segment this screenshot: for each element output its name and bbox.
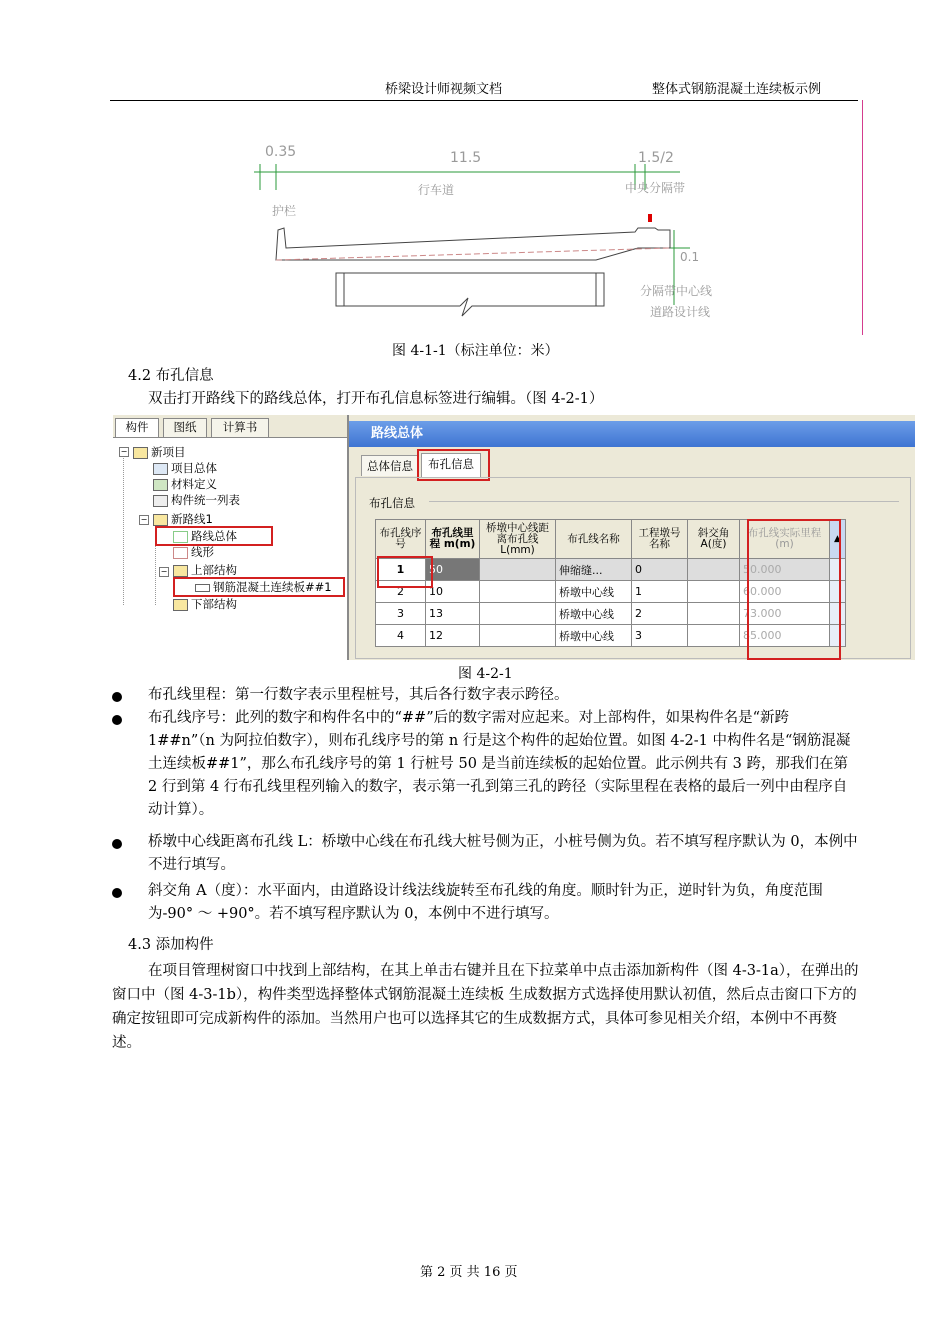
bullet-skew: 斜交角 A（度）：水平面内，由道路设计线法线旋转至布孔线的角度。顺时针为正，逆时针为负，角度范围为-90° ～ +90°。若不填写程序默认为 0，本例中不进行填写。 [148, 883, 823, 922]
dim-right: 1.5/2 [638, 150, 674, 166]
bullet-distance: 桥墩中心线距离布孔线 L：桥墩中心线在布孔线大桩号侧为正，小桩号侧为负。若不填写程序默认为 0，本例中不进行填写。 [148, 834, 858, 873]
cell-angle[interactable] [688, 581, 740, 603]
bullet-mileage: 布孔线里程：第一行数字表示里程桩号，其后各行数字表示跨径。 [148, 687, 569, 703]
label-median: 中央分隔带 [625, 181, 686, 195]
route-overall-panel [349, 415, 915, 660]
tab-calc-book[interactable]: 计算书 [211, 418, 269, 437]
expand-toggle[interactable]: − [120, 447, 128, 456]
bullet-dot [112, 888, 122, 898]
cell-seq[interactable]: 2 [376, 581, 426, 603]
cross-section-figure [240, 130, 865, 340]
section43-para: 在项目管理树窗口中找到上部结构，在其上单击右键并且在下拉菜单中点击添加新构件（图 4-3-1a），在弹出的窗口中（图 4-3-1b），构件类型选择整体式钢筋混凝土连续板 生成数据方式选择使用默认初值，然后点击窗口下方的确定按钮即可完成新构件的添加。当然用户也可以选择其它的生成数据方式，具体可参见相关介绍，本例中不再赘述。 [112, 963, 859, 1051]
col-header: 布孔线序号 [376, 520, 426, 559]
group-rule [429, 501, 899, 502]
cell-angle[interactable] [688, 603, 740, 625]
figure2-caption: 图 4-2-1 [458, 666, 513, 682]
group-label: 布孔信息 [369, 496, 415, 510]
highlight-route-overall [155, 526, 273, 546]
col-header: 布孔线名称 [556, 520, 632, 559]
cell-name[interactable]: 桥墩中心线 [556, 625, 632, 647]
tree-label: 钢筋混凝土连续板##1 [213, 580, 332, 594]
header-rule [110, 100, 858, 101]
label-centerline1: 分隔带中心线 [640, 284, 713, 298]
scroll-up-button[interactable]: ▲ [830, 520, 846, 559]
cell-pier[interactable]: 2 [632, 603, 688, 625]
project-tree-panel [113, 415, 349, 660]
figure1-caption: 图 4-1-1（标注单位：米） [392, 343, 559, 359]
bullet-dot [112, 715, 122, 725]
header-right: 整体式钢筋混凝土连续板示例 [652, 82, 822, 97]
col-header: 桥墩中心线距离布孔线 L(mm) [480, 520, 556, 559]
tree-item-route[interactable] [153, 512, 213, 526]
col-header: 工程墩号名称 [632, 520, 688, 559]
tree-label: 上部结构 [191, 563, 237, 577]
folder-icon [173, 565, 188, 577]
tree-label: 材料定义 [171, 477, 217, 491]
tree-guide [123, 455, 124, 605]
section42-title: 4.2 布孔信息 [128, 368, 214, 384]
tab-overall-info[interactable]: 总体信息 [361, 455, 419, 476]
panel-title: 路线总体 [349, 421, 915, 447]
tree-item-component-list[interactable] [153, 493, 240, 507]
cell-mileage[interactable]: 10 [426, 581, 480, 603]
folder-icon [133, 447, 148, 459]
bullet-dot [112, 692, 122, 702]
cell-seq[interactable]: 3 [376, 603, 426, 625]
col-header: 布孔线里程 m(m) [426, 520, 480, 559]
marker [648, 214, 652, 222]
alignment-icon [173, 547, 188, 559]
material-icon [153, 479, 168, 491]
tree-label: 线形 [191, 545, 214, 559]
cell-seq[interactable]: 1 [376, 559, 426, 581]
tree-item-substructure[interactable] [173, 597, 237, 611]
col-header: 斜交角 A(度) [688, 520, 740, 559]
tree-label: 路线总体 [191, 529, 237, 543]
cell-seq[interactable]: 4 [376, 625, 426, 647]
section42-intro: 双击打开路线下的路线总体，打开布孔信息标签进行编辑。（图 4-2-1） [148, 391, 604, 407]
dim-left: 0.35 [265, 144, 297, 160]
cell-name[interactable]: 桥墩中心线 [556, 581, 632, 603]
expand-toggle[interactable]: − [160, 567, 168, 576]
label-rail: 护栏 [272, 204, 297, 218]
cell-pier[interactable]: 1 [632, 581, 688, 603]
cell-mileage[interactable]: 13 [426, 603, 480, 625]
tree-tabs [113, 415, 347, 438]
bullet-sequence: 布孔线序号：此列的数字和构件名中的“##”后的数字需对应起来。对上部构件，如果构件名是“新跨 1##n”（n 为阿拉伯数字），则布孔线序号的第 n 行是这个构件的起始位置。如图 4-2-1 中构件名是“钢筋混凝土连续板##1”，那么布孔线序号的第 1 行桩号 50 是当前连续板的起始位置。此示例共有 3 跨，那我们在第 2 行到第 4 行布孔线里程列输入的数字，表示第一孔到第三孔的跨径（实际里程在表格的最后一列中由程序自动计算）。 [148, 710, 851, 818]
folder-icon [153, 514, 168, 526]
cell-actual: 60.000 [740, 581, 830, 603]
label-centerline2: 道路设计线 [650, 305, 711, 319]
bullet-dot [112, 839, 122, 849]
page-footer: 第 2 页 共 16 页 [420, 1265, 518, 1280]
dim-small: 0.1 [680, 250, 700, 264]
cell-pier[interactable]: 3 [632, 625, 688, 647]
label-lane: 行车道 [418, 183, 455, 197]
expand-toggle[interactable]: − [140, 515, 148, 524]
cell-mileage[interactable]: 12 [426, 625, 480, 647]
cell-angle[interactable] [688, 625, 740, 647]
tree-item-alignment[interactable] [173, 545, 214, 559]
tree-item-material[interactable] [153, 477, 217, 491]
cell-dist[interactable] [480, 625, 556, 647]
tree-label: 项目总体 [171, 461, 217, 475]
highlight-slab [173, 577, 345, 597]
tree-label: 新项目 [151, 445, 186, 459]
cell-dist[interactable] [480, 581, 556, 603]
cell-pier[interactable]: 0 [632, 559, 688, 581]
cell-dist[interactable] [480, 559, 556, 581]
tree-item-new-project[interactable] [133, 445, 186, 459]
cell-dist[interactable] [480, 603, 556, 625]
highlight-actual-column [747, 519, 841, 660]
folder-icon [173, 599, 188, 611]
dim-mid: 11.5 [450, 150, 482, 166]
cell-actual: 50.000 [740, 559, 830, 581]
tree-label: 新路线1 [171, 512, 213, 526]
document-icon [153, 463, 168, 475]
cell-name[interactable]: 伸缩缝... [556, 559, 632, 581]
tree-label: 下部结构 [191, 597, 237, 611]
cell-mileage[interactable]: 50 [426, 559, 480, 581]
highlight-seq-cell [377, 556, 433, 588]
section43-title: 4.3 添加构件 [128, 937, 214, 953]
cell-name[interactable]: 桥墩中心线 [556, 603, 632, 625]
tree-item-project-overall[interactable] [153, 461, 217, 475]
software-screenshot [113, 415, 915, 660]
cross-section-drawing [240, 130, 865, 340]
header-left: 桥梁设计师视频文档 [385, 82, 503, 97]
tab-span-info[interactable]: 布孔信息 [421, 453, 481, 478]
cell-angle[interactable] [688, 559, 740, 581]
list-icon [153, 495, 168, 507]
cell-actual: 85.000 [740, 625, 830, 647]
tab-drawings[interactable]: 图纸 [163, 418, 207, 437]
tree-label: 构件统一列表 [171, 493, 240, 507]
cell-actual: 73.000 [740, 603, 830, 625]
tree-item-superstructure[interactable] [173, 563, 237, 577]
tab-components[interactable]: 构件 [115, 418, 159, 437]
col-header: 布孔线实际里程(m) [740, 520, 830, 559]
